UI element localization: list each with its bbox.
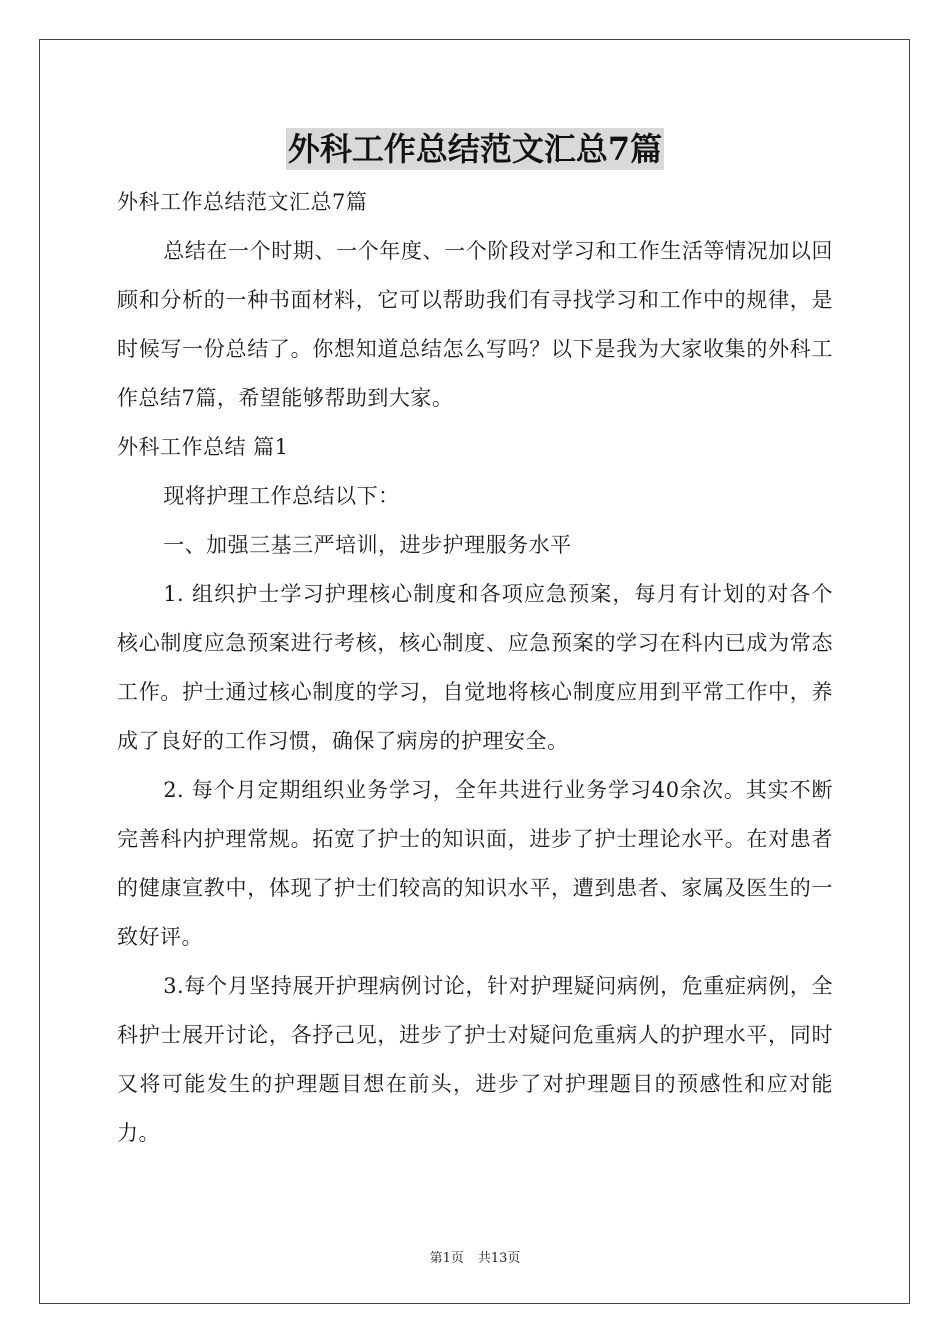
paragraph-item-1: 1. 组织护士学习护理核心制度和各项应急预案，每月有计划的对各个核心制度应急预案进行考核，核心制度、应急预案的学习在科内已成为常态工作。护士通过核心制度的学习，自觉地将核心制度应用到平常工作中，养成了良好的工作习惯，确保了病房的护理安全。: [117, 582, 833, 753]
paragraph-item-3: 3.每个月坚持展开护理病例讨论，针对护理疑问病例，危重症病例，全科护士展开讨论，各抒己见，进步了护士对疑问危重病人的护理水平，同时又将可能发生的护理题目想在前头，进步了对护理题目的预感性和应对能力。: [117, 974, 833, 1145]
paragraph-item-2: 2. 每个月定期组织业务学习，全年共进行业务学习40余次。其实不断完善科内护理常规。拓宽了护士的知识面，进步了护士理论水平。在对患者的健康宣教中，体现了护士们较高的知识水平，遭到患者、家属及医生的一致好评。: [117, 778, 833, 949]
paragraph-section-heading: 外科工作总结 篇1: [117, 435, 289, 459]
paragraph-heading-one: 一、加强三基三严培训，进步护理服务水平: [163, 533, 572, 557]
document-body: [117, 178, 833, 1158]
page-footer: [0, 1247, 950, 1266]
page-total: 共13页: [477, 1251, 521, 1266]
document-title: 外科工作总结范文汇总7篇: [287, 130, 663, 168]
title-area: [0, 128, 950, 170]
paragraph-summary-lead: 现将护理工作总结以下：: [163, 484, 400, 508]
paragraph-intro: 总结在一个时期、一个年度、一个阶段对学习和工作生活等情况加以回顾和分析的一种书面材料，它可以帮助我们有寻找学习和工作中的规律，是时候写一份总结了。你想知道总结怎么写吗？以下是我为大家收集的外科工作总结7篇，希望能够帮助到大家。: [117, 239, 833, 410]
paragraph-subtitle: 外科工作总结范文汇总7篇: [117, 190, 368, 214]
page-number: 第1页: [429, 1251, 464, 1266]
